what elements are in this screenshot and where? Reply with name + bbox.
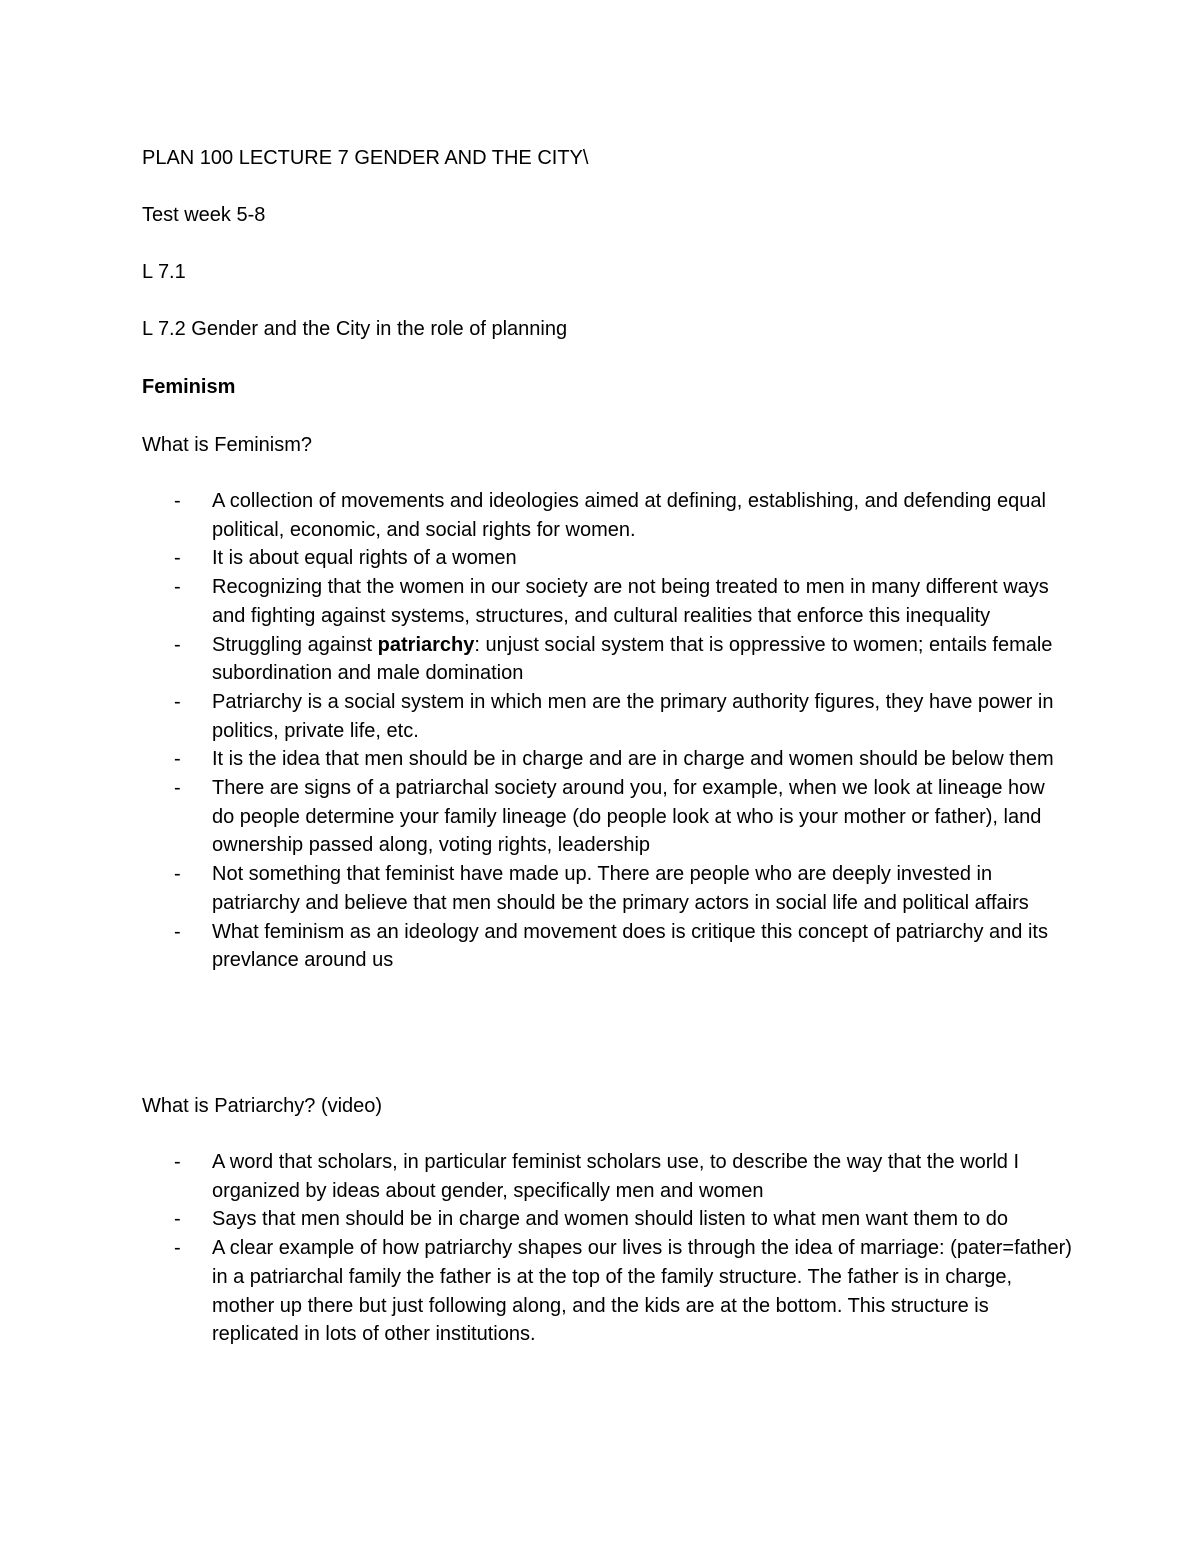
list-item	[142, 631, 1072, 688]
bullet-dash: -	[174, 633, 181, 656]
bullet-dash: -	[174, 576, 181, 599]
list-item-text: A clear example of how patriarchy shapes our lives is through the idea of marriage: (pater=father) in a patriarchal family the father is at the top of the family structure. The father is in charge, mother up there but just following along, and the kids are at the bottom. This structure is replicated in lots of other institutions.	[212, 1237, 1072, 1346]
list-item-text: A collection of movements and ideologies aimed at defining, establishing, and defending equal political, economic, and social rights for women.	[212, 490, 1046, 541]
bullet-dash: -	[174, 920, 181, 943]
lecture-7-2-heading: L 7.2 Gender and the City in the role of planning	[142, 318, 568, 340]
list-item	[142, 918, 1072, 975]
bullet-dash: -	[174, 863, 181, 886]
feminism-section-heading: Feminism	[142, 376, 236, 398]
lecture-7-1-heading: L 7.1	[142, 261, 186, 283]
patriarchy-question: What is Patriarchy? (video)	[142, 1095, 383, 1117]
list-item-text: It is about equal rights of a women	[212, 547, 517, 570]
list-item	[142, 1205, 1072, 1234]
list-item-text: Patriarchy is a social system in which men are the primary authority figures, they have power in politics, private life, etc.	[212, 690, 1054, 742]
patriarchy-bullet-list	[142, 1148, 1072, 1349]
list-item	[142, 573, 1072, 630]
bullet-dash: -	[174, 490, 181, 512]
list-item-text: There are signs of a patriarchal society around you, for example, when we look at lineage how do people determine your family lineage (do people look at who is your mother or father), land ownership passed along, voting rights, leadership	[212, 777, 1045, 857]
list-item-text: Not something that feminist have made up. There are people who are deeply invested in patriarchy and believe that men should be the primary actors in social life and political affairs	[212, 863, 1029, 914]
list-item-text: A word that scholars, in particular feminist scholars use, to describe the way that the world I organized by ideas about gender, specifically men and women	[212, 1151, 1020, 1202]
list-item	[142, 1234, 1072, 1349]
bullet-dash: -	[174, 1151, 181, 1173]
list-item-text: Struggling against	[212, 633, 378, 656]
bullet-dash: -	[174, 748, 181, 771]
list-item	[142, 860, 1072, 917]
bullet-dash: -	[174, 777, 181, 800]
feminism-question: What is Feminism?	[142, 434, 313, 456]
list-item-text: Recognizing that the women in our society are not being treated to men in many different ways and fighting against systems, structures, and cultural realities that enforce this inequality	[212, 576, 1049, 627]
list-item-text: What feminism as an ideology and movement does is critique this concept of patriarchy and its prevlance around us	[212, 920, 1048, 972]
bullet-dash: -	[174, 547, 181, 570]
list-item-text: It is the idea that men should be in charge and are in charge and women should be below them	[212, 748, 1054, 771]
feminism-bullet-list	[142, 487, 1072, 975]
test-note: Test week 5-8	[142, 204, 266, 226]
list-item-text: : unjust social system that is oppressive to women; entails female subordination and male domination	[212, 633, 1053, 685]
bullet-dash: -	[174, 690, 181, 713]
list-item	[142, 774, 1072, 860]
list-item	[142, 487, 1072, 544]
bullet-dash: -	[174, 1237, 181, 1260]
list-item	[142, 1148, 1072, 1205]
list-item-text: Says that men should be in charge and women should listen to what men want them to do	[212, 1208, 1009, 1231]
bullet-dash: -	[174, 1208, 181, 1231]
list-item	[142, 544, 1072, 573]
patriarchy-term: patriarchy	[377, 633, 475, 656]
list-item	[142, 688, 1072, 745]
document-title: PLAN 100 LECTURE 7 GENDER AND THE CITY\	[142, 147, 589, 169]
list-item	[142, 745, 1072, 774]
